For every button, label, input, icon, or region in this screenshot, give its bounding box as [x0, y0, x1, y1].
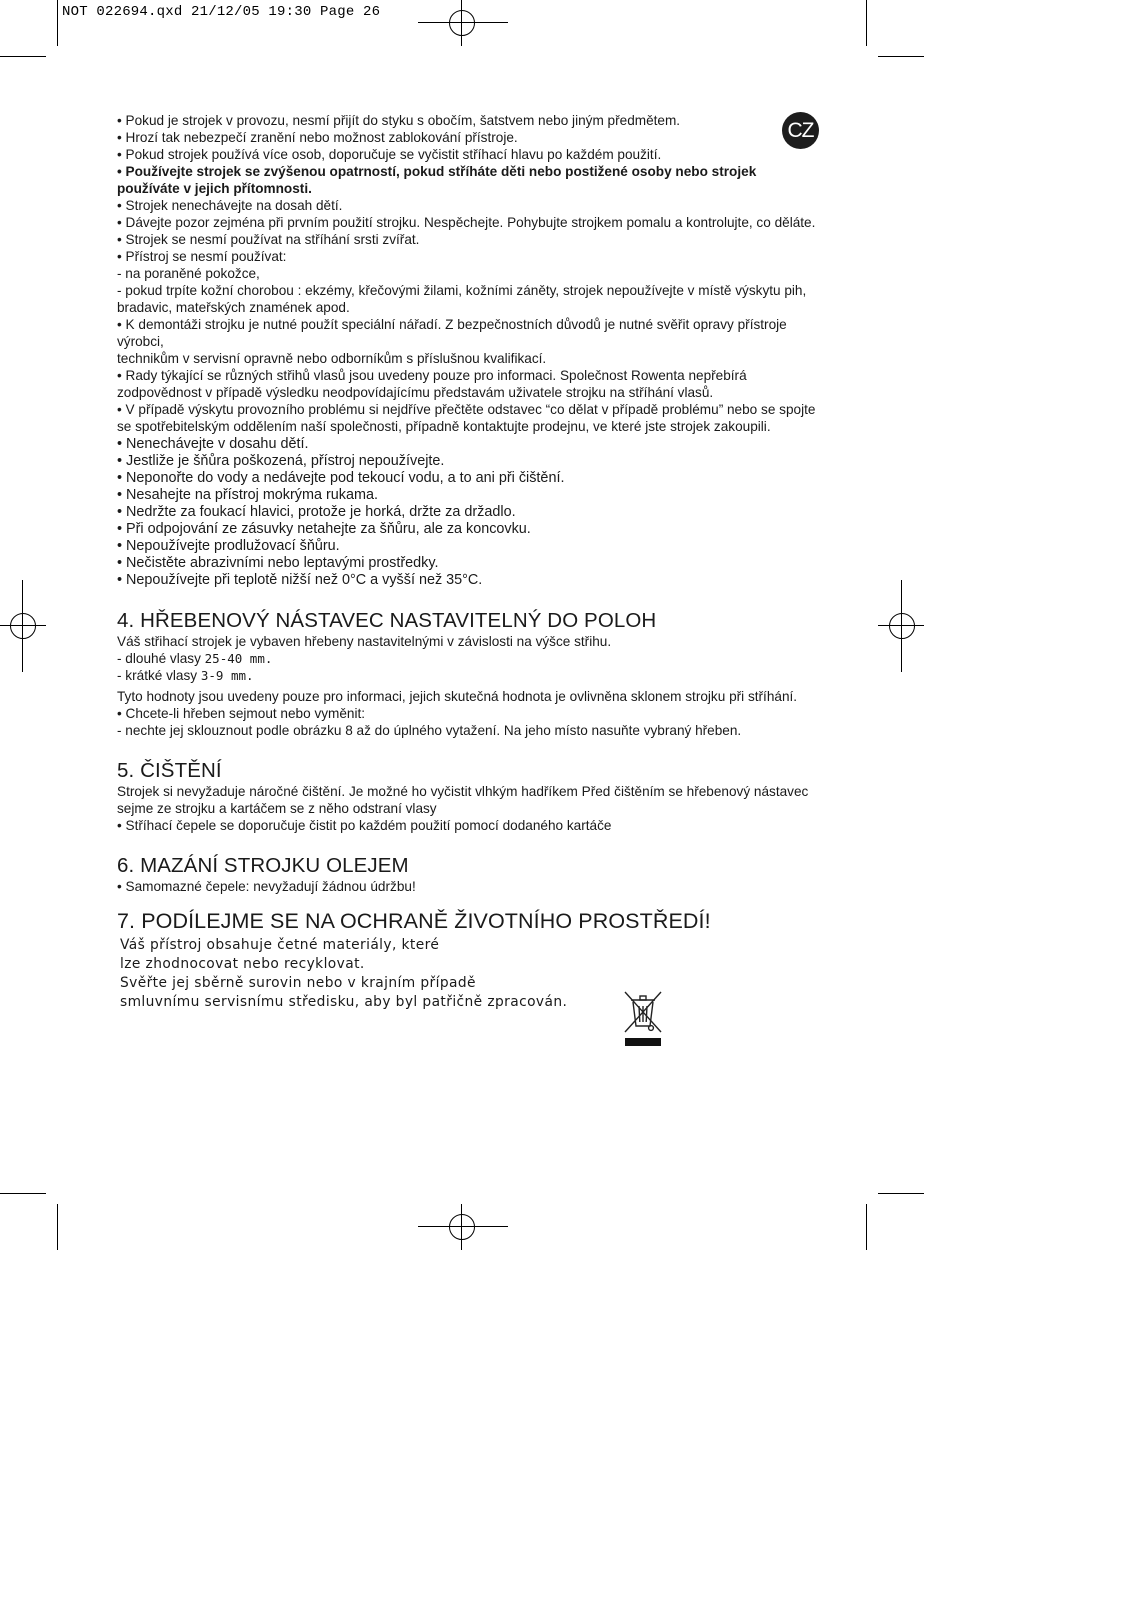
short-hair-value: 3-9 mm. — [200, 668, 254, 683]
bold-warning: • Používejte strojek se zvýšenou opatrností, pokud stříháte děti nebo postižené osoby nebo strojek používáte v jejich přítomnosti. — [117, 164, 757, 196]
safety-line: - na poraněné pokožce, — [117, 266, 260, 281]
safety-line: • Strojek nenechávejte na dosah dětí. — [117, 198, 343, 213]
environment-line: Svěřte jej sběrně surovin nebo v krajním případě — [120, 975, 476, 991]
section-5-title: 5. ČIŠTĚNÍ — [117, 759, 222, 782]
safety-line: • K demontáži strojku je nutné použít speciální nářadí. Z bezpečnostních důvodů je nutné svěřit opravy přístroje výrobci, — [117, 317, 787, 349]
crossed-out-wheelie-bin-icon — [622, 988, 664, 1048]
warning-line: • Nenechávejte v dosahu dětí. — [117, 436, 309, 452]
section-7 — [117, 909, 817, 1012]
printer-slug: NOT 022694.qxd 21/12/05 19:30 Page 26 — [62, 4, 381, 20]
warning-line: • Nečistěte abrazivními nebo leptavými prostředky. — [117, 555, 439, 571]
environment-line: Váš přístroj obsahuje četné materiály, které — [120, 937, 440, 953]
long-hair-setting — [117, 650, 817, 667]
long-hair-value: 25-40 mm. — [204, 651, 273, 666]
safety-line: • Rady týkající se různých střihů vlasů jsou uvedeny pouze pro informaci. Společnost Rowenta nepřebírá zodpovědnost v případě výsledku neodpovídajícímu představám uživatele strojku na stříhání vlasů. — [117, 368, 747, 400]
warning-line: • Nepoužívejte prodlužovací šňůru. — [117, 538, 340, 554]
language-badge: CZ — [782, 112, 819, 149]
section-4-note: Tyto hodnoty jsou uvedeny pouze pro informaci, jejich skutečná hodnota je ovlivněna sklonem strojku při stříhání. — [117, 689, 798, 704]
environment-line: smluvnímu servisnímu středisku, aby byl patřičně zpracován. — [120, 994, 568, 1010]
safety-line: • Dávejte pozor zejména při prvním použití strojku. Nespěchejte. Pohybujte strojkem pomalu a kontrolujte, co děláte. — [117, 215, 816, 230]
section-5-text: Strojek si nevyžaduje náročné čištění. Je možné ho vyčistit vlhkým hadříkem Před čištěním se hřebenový nástavec sejme ze strojku a kartáčem se z něho odstraní vlasy — [117, 784, 809, 816]
warning-line: • Jestliže je šňůra poškozená, přístroj nepoužívejte. — [117, 453, 445, 469]
appliance-warnings — [117, 436, 817, 589]
section-4-title: 4. HŘEBENOVÝ NÁSTAVEC NASTAVITELNÝ DO POLOH — [117, 609, 657, 632]
long-hair-label: - dlouhé vlasy — [117, 651, 201, 666]
manual-page-content — [117, 112, 817, 1012]
safety-line: • Strojek se nesmí používat na stříhání srsti zvířat. — [117, 232, 420, 247]
safety-instructions — [117, 112, 817, 435]
warning-line: • Neponořte do vody a nedávejte pod tekoucí vodu, a to ani při čištění. — [117, 470, 565, 486]
safety-line: - pokud trpíte kožní chorobou : ekzémy, křečovými žilami, kožními záněty, strojek nepoužívejte v místě výskytu pih, bradavic, mateřských znamének apod. — [117, 283, 807, 315]
section-7-title: 7. PODÍLEJME SE NA OCHRANĚ ŽIVOTNÍHO PROSTŘEDÍ! — [117, 909, 711, 933]
warning-line: • Při odpojování ze zásuvky netahejte za šňůru, ale za koncovku. — [117, 521, 531, 537]
safety-line: • Hrozí tak nebezpečí zranění nebo možnost zablokování přístroje. — [117, 130, 518, 145]
warning-line: • Nesahejte na přístroj mokrýma rukama. — [117, 487, 378, 503]
safety-line: technikům v servisní opravně nebo odborníkům s příslušnou kvalifikací. — [117, 351, 547, 366]
comb-change-step: - nechte jej sklouznout podle obrázku 8 až do úplného vytažení. Na jeho místo nasuňte vybraný hřeben. — [117, 723, 742, 738]
safety-line: • Přístroj se nesmí používat: — [117, 249, 287, 264]
safety-line: • V případě výskytu provozního problému si nejdříve přečtěte odstavec “co dělat v případě problému” nebo se spojte se spotřebitelským oddělením naší společnosti, případně kontaktujte prodejnu, ve které jste strojek zakoupili. — [117, 402, 816, 434]
section-5 — [117, 759, 817, 834]
comb-change-heading: • Chcete-li hřeben sejmout nebo vyměnit: — [117, 706, 366, 721]
warning-line: • Nepoužívejte při teplotě nižší než 0°C a vyšší než 35°C. — [117, 572, 483, 588]
section-6-text: • Samomazné čepele: nevyžadují žádnou údržbu! — [117, 879, 416, 894]
warning-line: • Nedržte za foukací hlavici, protože je horká, držte za držadlo. — [117, 504, 516, 520]
safety-line: • Pokud strojek používá více osob, doporučuje se vyčistit stříhací hlavu po každém použití. — [117, 147, 662, 162]
section-4 — [117, 609, 817, 739]
environment-line: lze zhodnocovat nebo recyklovat. — [120, 956, 365, 972]
section-6-title: 6. MAZÁNÍ STROJKU OLEJEM — [117, 854, 409, 877]
section-4-intro: Váš střihací strojek je vybaven hřebeny nastavitelnými v závislosti na výšce střihu. — [117, 634, 612, 649]
short-hair-setting — [117, 667, 817, 684]
section-5-blades: • Stříhací čepele se doporučuje čistit po každém použití pomocí dodaného kartáče — [117, 818, 612, 833]
short-hair-label: - krátké vlasy — [117, 668, 198, 683]
safety-line: • Pokud je strojek v provozu, nesmí přijít do styku s obočím, šatstvem nebo jiným předmětem. — [117, 113, 681, 128]
section-6 — [117, 854, 817, 895]
